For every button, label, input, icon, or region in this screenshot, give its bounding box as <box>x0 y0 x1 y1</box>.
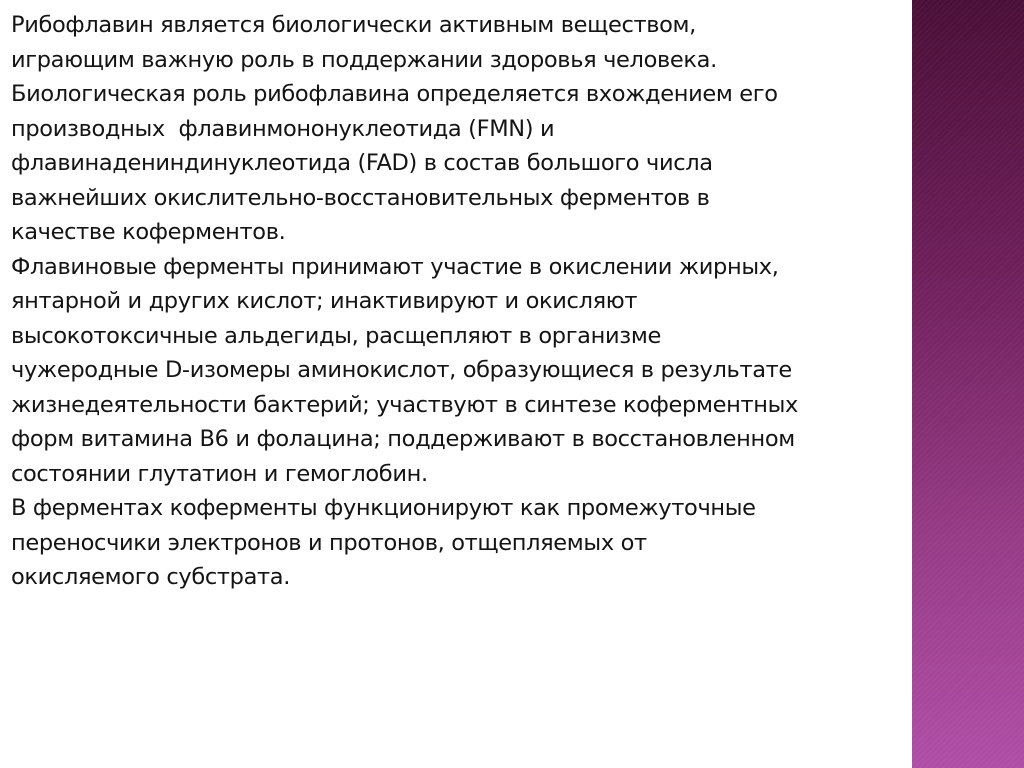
paragraph-flavin-enzymes <box>11 250 906 492</box>
text-line: Биологическая роль рибофлавина определяется вхождением его <box>11 81 778 107</box>
text-line: важнейших окислительно-восстановительных ферментов в <box>11 184 710 211</box>
text-line: В ферментах коферменты функционируют как промежуточные <box>11 495 756 521</box>
text-line: производных флавинмононуклеотида (FMN) и <box>11 115 555 142</box>
text-line: форм витамина В6 и фолацина; поддерживают в восстановленном <box>11 426 795 452</box>
text-line: переносчики электронов и протонов, отщепляемых от <box>11 529 647 556</box>
text-line: состоянии глутатион и гемоглобин. <box>11 460 428 487</box>
text-line: высокотоксичные альдегиды, расщепляют в организме <box>11 322 661 349</box>
text-line: флавинадениндинуклеотида (FAD) в состав большого числа <box>11 150 713 176</box>
text-line: окисляемого субстрата. <box>11 564 291 590</box>
paragraph-coenzyme-function <box>11 491 906 595</box>
text-line: качестве коферментов. <box>11 219 286 245</box>
text-line: чужеродные D-изомеры аминокислот, образующиеся в результате <box>11 357 792 383</box>
text-line: жизнедеятельности бактерий; участвуют в синтезе коферментных <box>11 391 798 418</box>
slide-body-text <box>11 8 906 595</box>
text-line: Рибофлавин является биологически активным веществом, <box>11 12 696 38</box>
text-line: Флавиновые ферменты принимают участие в окислении жирных, <box>11 253 779 280</box>
paragraph-riboflavin-role <box>11 8 906 250</box>
text-line: янтарной и других кислот; инактивируют и окисляют <box>11 288 638 314</box>
text-line: играющим важную роль в поддержании здоровья человека. <box>11 46 717 73</box>
decorative-side-band <box>912 0 1024 768</box>
